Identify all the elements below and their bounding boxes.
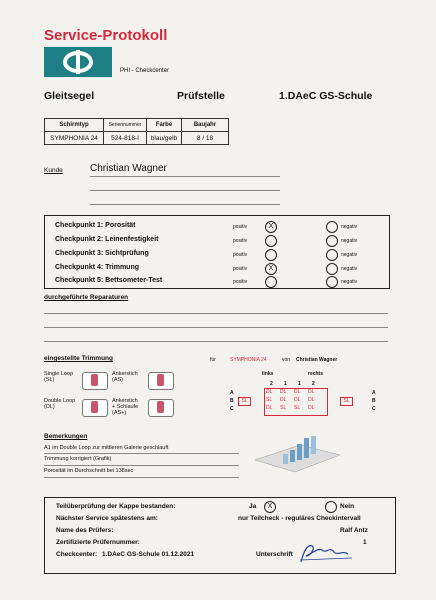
- checkpoint-1-positive-checkbox[interactable]: X: [265, 221, 277, 233]
- cell-baujahr: 8 / 18: [182, 132, 229, 145]
- divider: [44, 341, 388, 342]
- spec-table: [44, 118, 229, 145]
- remark-line-3: Porosität im Durchschnitt bei 138sec: [44, 468, 134, 474]
- trim-links: links: [262, 371, 274, 377]
- positiv-label: positiv: [233, 279, 248, 285]
- cell-seriennummer: 524-818-I: [104, 132, 147, 145]
- grid-b3: DL: [294, 397, 301, 403]
- trim-glider: SYMPHONIA 24: [230, 357, 267, 363]
- trim-col-2l: 2: [270, 381, 273, 387]
- checkpoint-4-negative-checkbox[interactable]: [326, 263, 338, 275]
- row-c-left: C: [230, 406, 234, 412]
- checkpoint-3-label: Checkpunkt 3: Sichtprüfung: [55, 250, 149, 257]
- checkpoint-5-positive-checkbox[interactable]: [265, 276, 277, 288]
- table-row: [45, 119, 229, 132]
- row-b-right: B: [372, 398, 376, 404]
- row-a-right: A: [372, 390, 376, 396]
- chart-bar: [283, 454, 288, 464]
- pruefstelle-label: Prüfstelle: [177, 90, 225, 102]
- divider: [90, 176, 280, 177]
- checkpoint-2-positive-checkbox[interactable]: [265, 235, 277, 247]
- signature-label: Unterschrift: [256, 551, 293, 558]
- grid-b2: DL: [280, 397, 287, 403]
- grid-a3: DL: [294, 389, 301, 395]
- chart-bar: [311, 436, 316, 454]
- single-loop-icon: [82, 372, 108, 390]
- divider: [44, 327, 388, 328]
- subtitle: PHI - Checkcenter: [120, 68, 170, 74]
- grid-a2: DL: [280, 389, 287, 395]
- footer-q2: Nächster Service spätestens am:: [56, 515, 158, 522]
- chart-bar: [297, 444, 302, 460]
- signature-icon: [296, 540, 356, 566]
- grid-c4: DL: [308, 405, 315, 411]
- table-row: [45, 132, 229, 145]
- cell-schirmtyp: SYMPHONIA 24: [45, 132, 104, 145]
- checkpoint-1-label: Checkpunkt 1: Porosität: [55, 222, 136, 229]
- divider: [44, 477, 239, 478]
- negativ-label: negativ: [341, 266, 358, 272]
- footer-q3-value: Ralf Antz: [340, 527, 368, 534]
- footer-q4: Zertifizierte Prüfernummer:: [56, 539, 140, 546]
- trim-left-mark: SL: [238, 397, 251, 406]
- trim-right-mark: SL: [340, 397, 353, 406]
- pruefstelle-value: 1.DAeC GS-Schule: [279, 90, 373, 102]
- header-cell: Schirmtyp: [45, 119, 104, 132]
- remark-line-2: Trimmung korrigiert (Grafik): [44, 456, 112, 462]
- positiv-label: positiv: [233, 238, 248, 244]
- phi-logo: [44, 47, 112, 77]
- grid-c2: SL: [280, 405, 287, 411]
- chart-bar: [290, 450, 295, 462]
- footer-ja: Ja: [249, 503, 257, 510]
- checkpoint-5-label: Checkpunkt 5: Bettsometer-Test: [55, 277, 163, 284]
- header-cell: Baujahr: [182, 119, 229, 132]
- ankerstich-schlaufe-label: Ankerstich + Schlaufe (AS+): [112, 398, 139, 416]
- type-gleitsegel: Gleitsegel: [44, 90, 95, 102]
- trim-label: eingestellte Trimmung: [44, 355, 113, 362]
- footer-q2-value: nur Teilcheck - reguläres Checkintervall: [238, 515, 361, 522]
- grid-c3: SL: [294, 405, 301, 411]
- header-cell: Farbe: [147, 119, 182, 132]
- chart-bar: [304, 438, 309, 458]
- double-loop-icon: [82, 399, 108, 417]
- divider: [90, 204, 280, 205]
- header-cell: Seriennummer: [104, 119, 147, 132]
- single-loop-label: Single Loop (SL): [44, 371, 74, 383]
- nein-checkbox[interactable]: [325, 501, 337, 513]
- row-c-right: C: [372, 406, 376, 412]
- trim-fuer: für: [210, 357, 216, 363]
- trim-col-2r: 2: [312, 381, 315, 387]
- trim-von: von: [282, 357, 291, 363]
- checkpoint-2-label: Checkpunkt 2: Leinenfestigkeit: [55, 236, 159, 243]
- grid-c1: DL: [266, 405, 273, 411]
- negativ-label: negativ: [341, 238, 358, 244]
- grid-a4: DL: [308, 389, 315, 395]
- checkpoint-2-negative-checkbox[interactable]: [326, 235, 338, 247]
- customer-label: Kunde: [44, 167, 63, 174]
- negativ-label: negativ: [341, 252, 358, 258]
- footer-q4-value: 1: [363, 539, 367, 546]
- row-b-left: B: [230, 398, 234, 404]
- negativ-label: negativ: [341, 224, 358, 230]
- positiv-label: positiv: [233, 266, 248, 272]
- remarks-label: Bemerkungen: [44, 433, 88, 440]
- footer-q5: Checkcenter:: [56, 551, 98, 558]
- cell-farbe: blau/gelb: [147, 132, 182, 145]
- divider: [90, 190, 280, 191]
- repairs-label: durchgeführte Reparaturen: [44, 294, 129, 301]
- grid-b4: DL: [308, 397, 315, 403]
- grid-a1: DL: [266, 389, 273, 395]
- checkpoint-4-label: Checkpunkt 4: Trimmung: [55, 264, 140, 271]
- page-title: Service-Protokoll: [44, 27, 168, 44]
- row-a-left: A: [230, 390, 234, 396]
- trim-pilot: Christian Wagner: [296, 357, 338, 363]
- porosity-3d-chart: [245, 420, 345, 482]
- customer-name: Christian Wagner: [90, 163, 167, 174]
- checkpoint-3-negative-checkbox[interactable]: [326, 249, 338, 261]
- ankerstich-label: Ankerstich (AS): [112, 371, 138, 383]
- double-loop-label: Double Loop (DL): [44, 398, 76, 410]
- footer-q1: Teilüberprüfung der Kappe bestanden:: [56, 503, 176, 510]
- checkpoint-5-negative-checkbox[interactable]: [326, 276, 338, 288]
- divider: [44, 465, 239, 466]
- divider: [44, 313, 388, 314]
- checkpoint-1-negative-checkbox[interactable]: [326, 221, 338, 233]
- positiv-label: positiv: [233, 224, 248, 230]
- footer-q3: Name des Prüfers:: [56, 527, 114, 534]
- remark-line-1: A1 im Double Loop zur mittleren Galerie geschlauft: [44, 445, 169, 451]
- divider: [44, 453, 239, 454]
- negativ-label: negativ: [341, 279, 358, 285]
- ankerstich-schlaufe-icon: [148, 399, 174, 417]
- footer-q5-value: 1.DAeC GS-Schule 01.12.2021: [102, 551, 195, 558]
- checkpoint-4-positive-checkbox[interactable]: X: [265, 263, 277, 275]
- footer-nein: Nein: [340, 503, 355, 510]
- checkpoint-3-positive-checkbox[interactable]: [265, 249, 277, 261]
- positiv-label: positiv: [233, 252, 248, 258]
- ja-checkbox[interactable]: X: [264, 501, 276, 513]
- trim-rechts: rechts: [308, 371, 324, 377]
- trim-col-1l: 1: [284, 381, 287, 387]
- grid-b1: SL: [266, 397, 273, 403]
- trim-col-1r: 1: [298, 381, 301, 387]
- ankerstich-icon: [148, 372, 174, 390]
- phi-logo-icon: [44, 47, 112, 77]
